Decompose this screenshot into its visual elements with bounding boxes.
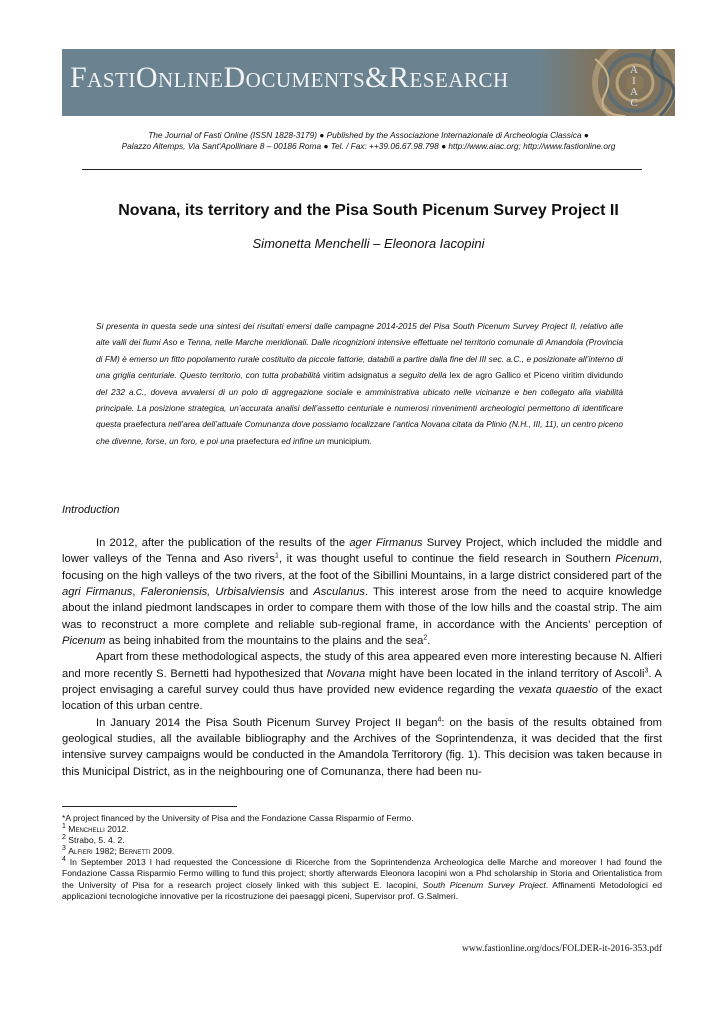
footnote-ref[interactable]: 4 — [437, 716, 442, 724]
journal-info — [62, 130, 675, 152]
footnote-ref[interactable]: 1 — [275, 552, 279, 560]
body-text — [62, 535, 662, 780]
mosaic-pattern-icon — [535, 49, 675, 116]
paper-title: Novana, its territory and the Pisa South Picenum Survey Project II — [118, 202, 619, 219]
footnote-ref[interactable]: 3 — [644, 667, 649, 675]
header-divider — [82, 169, 642, 170]
body-paragraph: Apart from these methodological aspects, the study of this area appeared even more interesting because N. Alfieri and more recently S. Bernetti had hypothesized that Novana might have been located in the inland territory of Ascoli$^3$. A project envisaging a careful survey could thus have provided new evidence regarding the vexata quaestio of the exact location of this urban centre. — [62, 651, 663, 713]
footnote-1: $^1$ Menchelli 2012. — [62, 823, 129, 835]
footnote-4: $^4$ In September 2013 I had requested the Concessione di Ricerche from the Soprintendenza Archeologica delle Marche and moreover I had found the Fondazione Cassa Risparmio Fermo willing to fund this project; shortly afterwards Eleonora Iacopini won a Phd scholarship in Storia and Orientalistica from the University of Pisa for a research project closely linked with this subject E. Iacopini, South Picenum Survey Project. Affinamenti Metodologici ed applicazioni tecnologiche innovative per la ricostruzione dei paesaggi piceni, Supervisor prof. G.Salmeri. — [62, 856, 662, 901]
aiac-logo: A I A C — [630, 64, 638, 109]
body-paragraph: In January 2014 the Pisa South Picenum Survey Project II began$^4$: on the basis of the results obtained from geological studies, all the available bibliography and the Archives of the Soprintendenza, it was decided that the first intensive survey campaigns would be conducted in the Amandola Territorory (fig. 1). This decision was taken because in this Municipal District, as in the neighbouring one of Comunanza, there had been nu- — [62, 716, 662, 778]
footnote-2: $^2$ Strabo, 5. 4. 2. — [62, 834, 125, 846]
body-paragraph: In 2012, after the publication of the results of the ager Firmanus Survey Project, which included the middle and lower valleys of the Tenna and Aso rivers$^1$, it was thought useful to continue the field research in Southern Picenum, focusing on the high valleys of the two rivers, at the foot of the Sibillini Mountains, in a large district considered part of the agri Firmanus, Faleroniensis, Urbisalviensis and Asculanus. This interest arose from the need to acquire knowledge about the inland piedmont landscapes in order to compare them with those of the low hills and the coastal strip. The aim was to reconstruct a more complete and reliable sub-regional frame, in accordance with the Ancients’ perception of Picenum as being inhabited from the mountains to the plains and the sea$^2$. — [62, 537, 663, 648]
journal-info-line-1: The Journal of Fasti Online (ISSN 1828-3179) ● Published by the Associazione Internazionale di Archeologia Classica ● — [148, 130, 589, 140]
footnotes — [62, 813, 662, 902]
journal-banner — [62, 49, 675, 116]
footnote-star: *A project financed by the University of Pisa and the Fondazione Cassa Risparmio of Fermo. — [62, 813, 414, 823]
footnote-3: $^3$ Alfieri 1982; Bernetti 2009. — [62, 845, 175, 857]
footer-url[interactable]: www.fastionline.org/docs/FOLDER-it-2016-353.pdf — [461, 944, 662, 954]
paper-authors: Simonetta Menchelli – Eleonora Iacopini — [252, 236, 485, 251]
footnote-ref[interactable]: 2 — [423, 634, 428, 642]
section-heading-introduction: Introduction — [62, 504, 120, 516]
journal-info-line-2: Palazzo Altemps, Via Sant'Apollinare 8 – 00186 Roma ● Tel. / Fax: ++39.06.67.98.798 ● http://www.aiac.org; http://www.fastionline.org — [121, 141, 616, 151]
footnote-divider — [62, 806, 237, 807]
abstract: Si presenta in questa sede una sintesi dei risultati emersi dalle campagne 2014-2015 del Pisa South Picenum Survey Project II, relativo alle alte valli dei fiumi Aso e Tenna, nelle Marche meridionali. Dalle ricognizioni intensive effettuate nel territorio comunale di Amandola (Provincia di FM) è emerso un fitto popolamento rurale costituito da piccole fattorie, databili a partire dalla fine del III sec. a.C., e posizionate all’interno di una griglia centuriale. Questo territorio, con tutta probabilità viritim adsignatus a seguito della lex de agro Gallico et Piceno viritim dividundo del 232 a.C., doveva avvalersi di un polo di aggregazione sociale e amministrativa ubicato nelle vicinanze e ben collegato alla viabilità principale. La posizione strategica, un’accurata analisi dell’assetto centuriale e numerosi rinvenimenti archeologici permettono di identificare questa praefectura nell’area dell’attuale Comunanza dove possiamo localizzare l’antica Novana citata da Plinio (N.H., III, 11), un centro piceno che divenne, forse, un foro, e poi una praefectura ed infine un municipium. — [96, 321, 623, 446]
banner-title: FastiOnlineDocuments&Research — [70, 61, 509, 94]
